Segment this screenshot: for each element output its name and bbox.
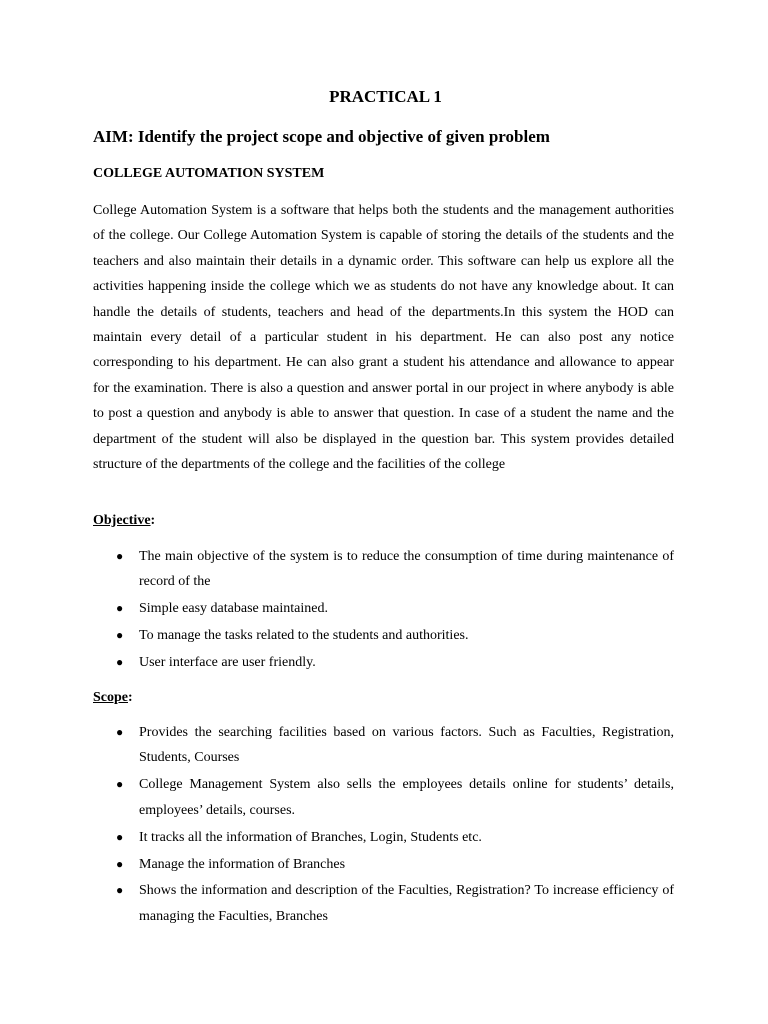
list-item-text: Simple easy database maintained.: [139, 601, 328, 617]
bullet-icon: ●: [116, 549, 124, 563]
objective-list: [93, 544, 674, 677]
intro-paragraph: College Automation System is a software that helps both the students and the management authorities of the college. Our College Automation System is capable of storing the details of the students and the teachers and also maintain their details in a dynamic order. This software can help us explore all the activities happening inside the college which we as students do not have any knowledge about. It can handle the details of students, teachers and head of the departments.In this system the HOD can maintain every detail of a particular student in his department. He can also post any notice corresponding to his department. He can also grant a student his attendance and allowance to appear for the examination. There is also a question and answer portal in our project in where anybody is able to post a question and anybody is able to answer that question. In case of a student the name and the department of the student will also be displayed in the question bar. This system provides detailed structure of the departments of the college and the facilities of the college: [93, 203, 674, 473]
list-item-text: It tracks all the information of Branches, Login, Students etc.: [139, 829, 482, 845]
list-item-text: Provides the searching facilities based on various factors. Such as Faculties, Registration, Students, Courses: [139, 725, 674, 766]
list-item: [93, 852, 674, 877]
list-item-text: College Management System also sells the employees details online for students’ details, employees’ details, courses.: [139, 777, 674, 818]
bullet-icon: ●: [116, 628, 124, 643]
scope-label: Scope: [93, 690, 128, 705]
list-item-text: User interface are user friendly.: [139, 655, 316, 671]
bullet-icon: ●: [116, 829, 124, 844]
bullet-icon: ●: [116, 725, 124, 739]
list-item: [93, 878, 674, 929]
list-item: [93, 720, 674, 771]
objective-label: Objective: [93, 513, 151, 528]
aim-heading: AIM: Identify the project scope and objective of given problem: [93, 127, 550, 146]
scope-colon: :: [128, 690, 133, 705]
list-item: [93, 772, 674, 823]
bullet-icon: ●: [116, 777, 124, 792]
list-item-text: The main objective of the system is to reduce the consumption of time during maintenance of record of the: [139, 549, 674, 590]
objective-heading: [93, 511, 155, 531]
list-item-text: To manage the tasks related to the students and authorities.: [139, 628, 469, 644]
list-item: [93, 596, 674, 621]
objective-colon: :: [150, 513, 156, 528]
bullet-icon: ●: [116, 883, 124, 898]
list-item: [93, 825, 674, 850]
scope-list: [93, 720, 674, 931]
list-item-text: Shows the information and description of the Faculties, Registration? To increase efficiency of managing the Faculties, Branches: [139, 883, 674, 924]
bullet-icon: ●: [116, 856, 124, 871]
bullet-icon: ●: [116, 601, 124, 616]
list-item: [93, 650, 674, 675]
page-title: PRACTICAL 1: [329, 87, 442, 106]
list-item-text: Manage the information of Branches: [139, 856, 346, 872]
bullet-icon: ●: [116, 655, 124, 670]
scope-heading: [93, 688, 133, 708]
system-name-heading: COLLEGE AUTOMATION SYSTEM: [93, 166, 325, 181]
list-item: [93, 623, 674, 648]
list-item: [93, 544, 674, 595]
